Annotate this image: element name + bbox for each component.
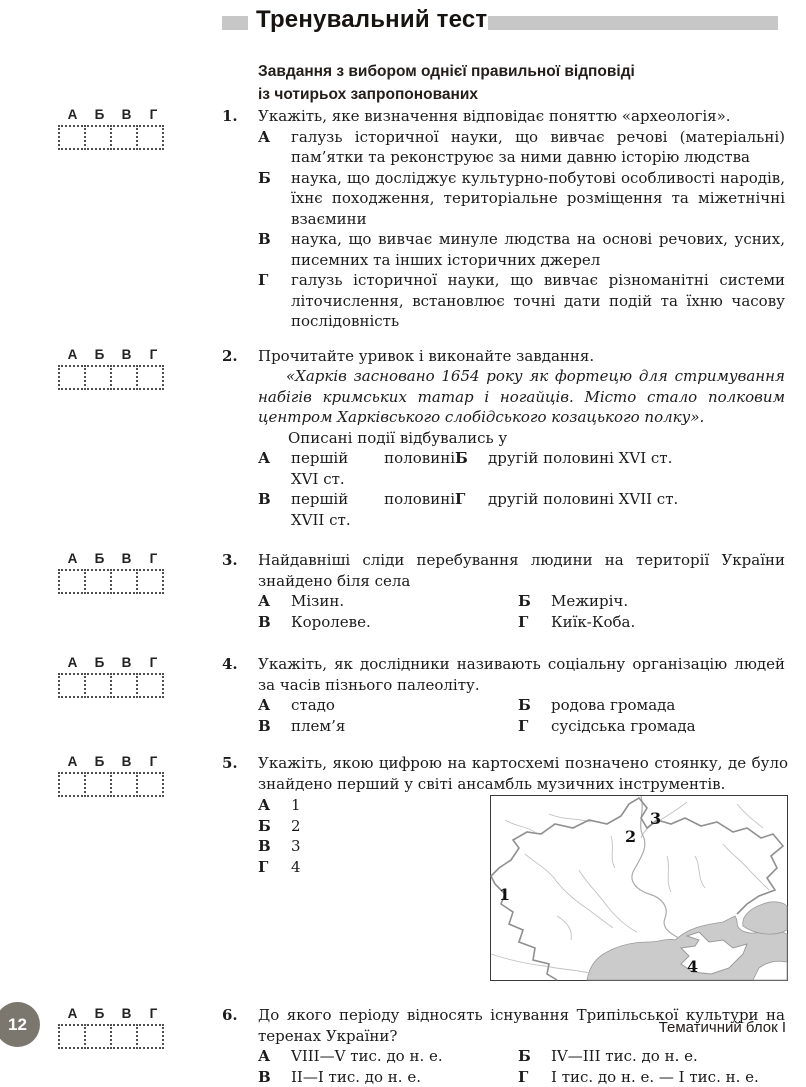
option-letter: А xyxy=(258,1046,291,1067)
option-text: стадо xyxy=(291,695,518,716)
grid-letter: А xyxy=(59,754,86,769)
section-label: Тематичний блок I xyxy=(659,1019,786,1036)
option-letter: Б xyxy=(518,1046,551,1067)
answer-box-v[interactable] xyxy=(110,772,138,797)
answer-grid-q2 xyxy=(58,347,222,390)
option-letter: Г xyxy=(258,270,291,332)
answer-box-a[interactable] xyxy=(58,365,86,390)
questions-list xyxy=(0,106,803,1087)
option-text: сусідська громада xyxy=(551,716,785,737)
answer-box-g[interactable] xyxy=(136,569,164,594)
answer-box-b[interactable] xyxy=(84,673,112,698)
answer-box-a[interactable] xyxy=(58,1024,86,1049)
map-marker-3: 3 xyxy=(650,809,661,828)
option-g xyxy=(455,489,785,530)
option-letter: А xyxy=(258,591,291,612)
grid-letter: В xyxy=(113,347,140,362)
question-3 xyxy=(58,550,803,632)
answer-box-a[interactable] xyxy=(58,772,86,797)
option-text: IV—III тис. до н. е. xyxy=(551,1046,785,1067)
answer-box-g[interactable] xyxy=(136,673,164,698)
option-text: Мізин. xyxy=(291,591,518,612)
option-text: другій половині XVI ст. xyxy=(488,448,785,489)
option-text: наука, що вивчає минуле людства на основі речових, усних, писемних та інших історичних джерел xyxy=(291,229,785,270)
option-letter: А xyxy=(258,795,291,816)
question-text: Укажіть, яке визначення відповідає поняттю «археологія». xyxy=(258,106,785,127)
answer-grid-q3 xyxy=(58,551,222,594)
option-letter: Г xyxy=(518,1067,551,1087)
option-a xyxy=(258,127,785,168)
option-g xyxy=(258,857,490,878)
answer-box-g[interactable] xyxy=(136,125,164,150)
option-letter: В xyxy=(258,229,291,270)
option-text: 2 xyxy=(291,816,490,837)
option-letter: Г xyxy=(518,612,551,633)
option-v xyxy=(258,489,455,530)
option-g xyxy=(518,1067,785,1087)
option-text: галузь історичної науки, що вивчає різноманітні системи літочислення, встановлює точні дати подій та їхню часову послідовність xyxy=(291,270,785,332)
answer-box-b[interactable] xyxy=(84,569,112,594)
option-a xyxy=(258,1046,518,1067)
option-g xyxy=(258,270,785,332)
map-marker-1: 1 xyxy=(499,885,510,904)
option-a xyxy=(258,795,490,816)
grid-letter: Г xyxy=(140,551,167,566)
header-decoration-square xyxy=(222,16,248,30)
question-number: 1. xyxy=(222,106,258,332)
grid-letter: Б xyxy=(86,655,113,670)
grid-letter: В xyxy=(113,1006,140,1021)
option-v xyxy=(258,716,518,737)
grid-letter: Б xyxy=(86,1006,113,1021)
option-text: плем’я xyxy=(291,716,518,737)
option-v xyxy=(258,1067,518,1087)
option-letter: А xyxy=(258,127,291,168)
option-text: VIII—V тис. до н. е. xyxy=(291,1046,518,1067)
question-number: 6. xyxy=(222,1005,258,1087)
option-text: першій половині XVII ст. xyxy=(291,489,455,530)
option-letter: Б xyxy=(258,168,291,230)
option-text: 1 xyxy=(291,795,490,816)
answer-box-b[interactable] xyxy=(84,125,112,150)
option-b xyxy=(258,816,490,837)
answer-box-g[interactable] xyxy=(136,365,164,390)
option-letter: Б xyxy=(518,695,551,716)
question-text: Укажіть, як дослідники називають соціальну організацію людей за часів пізнього палеоліту. xyxy=(258,654,785,695)
azov-sea-shape xyxy=(743,902,787,934)
subtitle-line: із чотирьох запропонованих xyxy=(258,83,635,106)
question-text: До якого періоду відносять існування Трипільської культури на теренах України? xyxy=(258,1005,785,1046)
grid-letter: В xyxy=(113,551,140,566)
answer-box-b[interactable] xyxy=(84,365,112,390)
grid-letter: А xyxy=(59,655,86,670)
option-text: родова громада xyxy=(551,695,785,716)
option-letter: Б xyxy=(518,591,551,612)
question-4 xyxy=(58,654,803,736)
grid-letter: Г xyxy=(140,655,167,670)
map-marker-4: 4 xyxy=(687,957,698,976)
option-text: першій половині XVI ст. xyxy=(291,448,455,489)
option-text: II—I тис. до н. е. xyxy=(291,1067,518,1087)
question-text: Укажіть, якою цифрою на картосхемі позначено стоянку, де було знайдено перший у світі ансамбль музичних інструментів. xyxy=(258,753,788,794)
option-letter: В xyxy=(258,612,291,633)
question-number: 3. xyxy=(222,550,258,632)
grid-letter: В xyxy=(113,754,140,769)
grid-letter: Г xyxy=(140,754,167,769)
answer-box-b[interactable] xyxy=(84,1024,112,1049)
option-letter: В xyxy=(258,489,291,530)
question-subtext: Описані події відбувались у xyxy=(258,428,785,449)
grid-letter: Г xyxy=(140,107,167,122)
option-letter: Г xyxy=(518,716,551,737)
grid-letter: А xyxy=(59,551,86,566)
grid-letter: Б xyxy=(86,347,113,362)
answer-box-v[interactable] xyxy=(110,365,138,390)
option-letter: В xyxy=(258,1067,291,1087)
question-number: 5. xyxy=(222,753,258,981)
option-g xyxy=(518,612,785,633)
option-g xyxy=(518,716,785,737)
option-text: Межиріч. xyxy=(551,591,785,612)
question-text: Найдавніші сліди перебування людини на території України знайдено біля села xyxy=(258,550,785,591)
option-text: другій половині XVII ст. xyxy=(488,489,785,530)
question-number: 4. xyxy=(222,654,258,736)
header-decoration-bar xyxy=(488,16,778,30)
map-marker-2: 2 xyxy=(625,827,636,846)
answer-box-g[interactable] xyxy=(136,772,164,797)
answer-grid-q4 xyxy=(58,655,222,698)
option-b xyxy=(518,695,785,716)
option-text: Киїк-Коба. xyxy=(551,612,785,633)
option-v xyxy=(258,229,785,270)
answer-box-v[interactable] xyxy=(110,673,138,698)
option-text: I тис. до н. е. — I тис. н. е. xyxy=(551,1067,785,1087)
grid-letter: А xyxy=(59,347,86,362)
grid-letter: Б xyxy=(86,551,113,566)
grid-letter: Б xyxy=(86,754,113,769)
option-b xyxy=(518,591,785,612)
test-subtitle xyxy=(258,60,635,106)
question-number: 2. xyxy=(222,346,258,531)
answer-box-a[interactable] xyxy=(58,125,86,150)
page-title: Тренувальний тест xyxy=(256,6,487,34)
answer-grid-q1 xyxy=(58,107,222,150)
option-a xyxy=(258,591,518,612)
question-6 xyxy=(58,1005,803,1087)
grid-letter: Г xyxy=(140,1006,167,1021)
option-letter: А xyxy=(258,448,291,489)
answer-box-a[interactable] xyxy=(58,673,86,698)
question-text: Прочитайте уривок і виконайте завдання. xyxy=(258,346,785,367)
grid-letter: А xyxy=(59,1006,86,1021)
answer-box-v[interactable] xyxy=(110,569,138,594)
question-1 xyxy=(58,106,803,332)
answer-box-v[interactable] xyxy=(110,1024,138,1049)
question-2 xyxy=(58,346,803,531)
grid-letter: В xyxy=(113,107,140,122)
option-text: 3 xyxy=(291,836,490,857)
option-letter: Г xyxy=(258,857,291,878)
option-letter: Б xyxy=(258,816,291,837)
page-number: 12 xyxy=(8,1015,27,1035)
subtitle-line: Завдання з вибором однієї правильної відповіді xyxy=(258,60,635,83)
question-5 xyxy=(58,753,803,981)
answer-box-a[interactable] xyxy=(58,569,86,594)
option-text: 4 xyxy=(291,857,490,878)
option-b xyxy=(258,168,785,230)
grid-letter: Б xyxy=(86,107,113,122)
option-b xyxy=(455,448,785,489)
question-quote: «Харків засновано 1654 року як фортецю для стримування набігів кримських татар і ногайців. Місто стало полковим центром Харківського слобідського козацького полку». xyxy=(258,366,785,428)
answer-box-v[interactable] xyxy=(110,125,138,150)
option-letter: Г xyxy=(455,489,488,530)
answer-box-b[interactable] xyxy=(84,772,112,797)
option-text: Королеве. xyxy=(291,612,518,633)
grid-letter: В xyxy=(113,655,140,670)
option-v xyxy=(258,612,518,633)
option-letter: Б xyxy=(455,448,488,489)
option-letter: В xyxy=(258,716,291,737)
option-a xyxy=(258,695,518,716)
ukraine-map xyxy=(490,795,788,981)
answer-box-g[interactable] xyxy=(136,1024,164,1049)
grid-letter: Г xyxy=(140,347,167,362)
option-letter: А xyxy=(258,695,291,716)
option-v xyxy=(258,836,490,857)
grid-letter: А xyxy=(59,107,86,122)
option-text: галузь історичної науки, що вивчає речові (матеріальні) пам’ятки та реконструює за ними давню історію людства xyxy=(291,127,785,168)
answer-grid-q6 xyxy=(58,1006,222,1049)
answer-grid-q5 xyxy=(58,754,222,797)
option-a xyxy=(258,448,455,489)
option-letter: В xyxy=(258,836,291,857)
option-b xyxy=(518,1046,785,1067)
option-text: наука, що досліджує культурно-побутові особливості народів, їхнє походження, територіальне розміщення та міжетнічні взаємини xyxy=(291,168,785,230)
